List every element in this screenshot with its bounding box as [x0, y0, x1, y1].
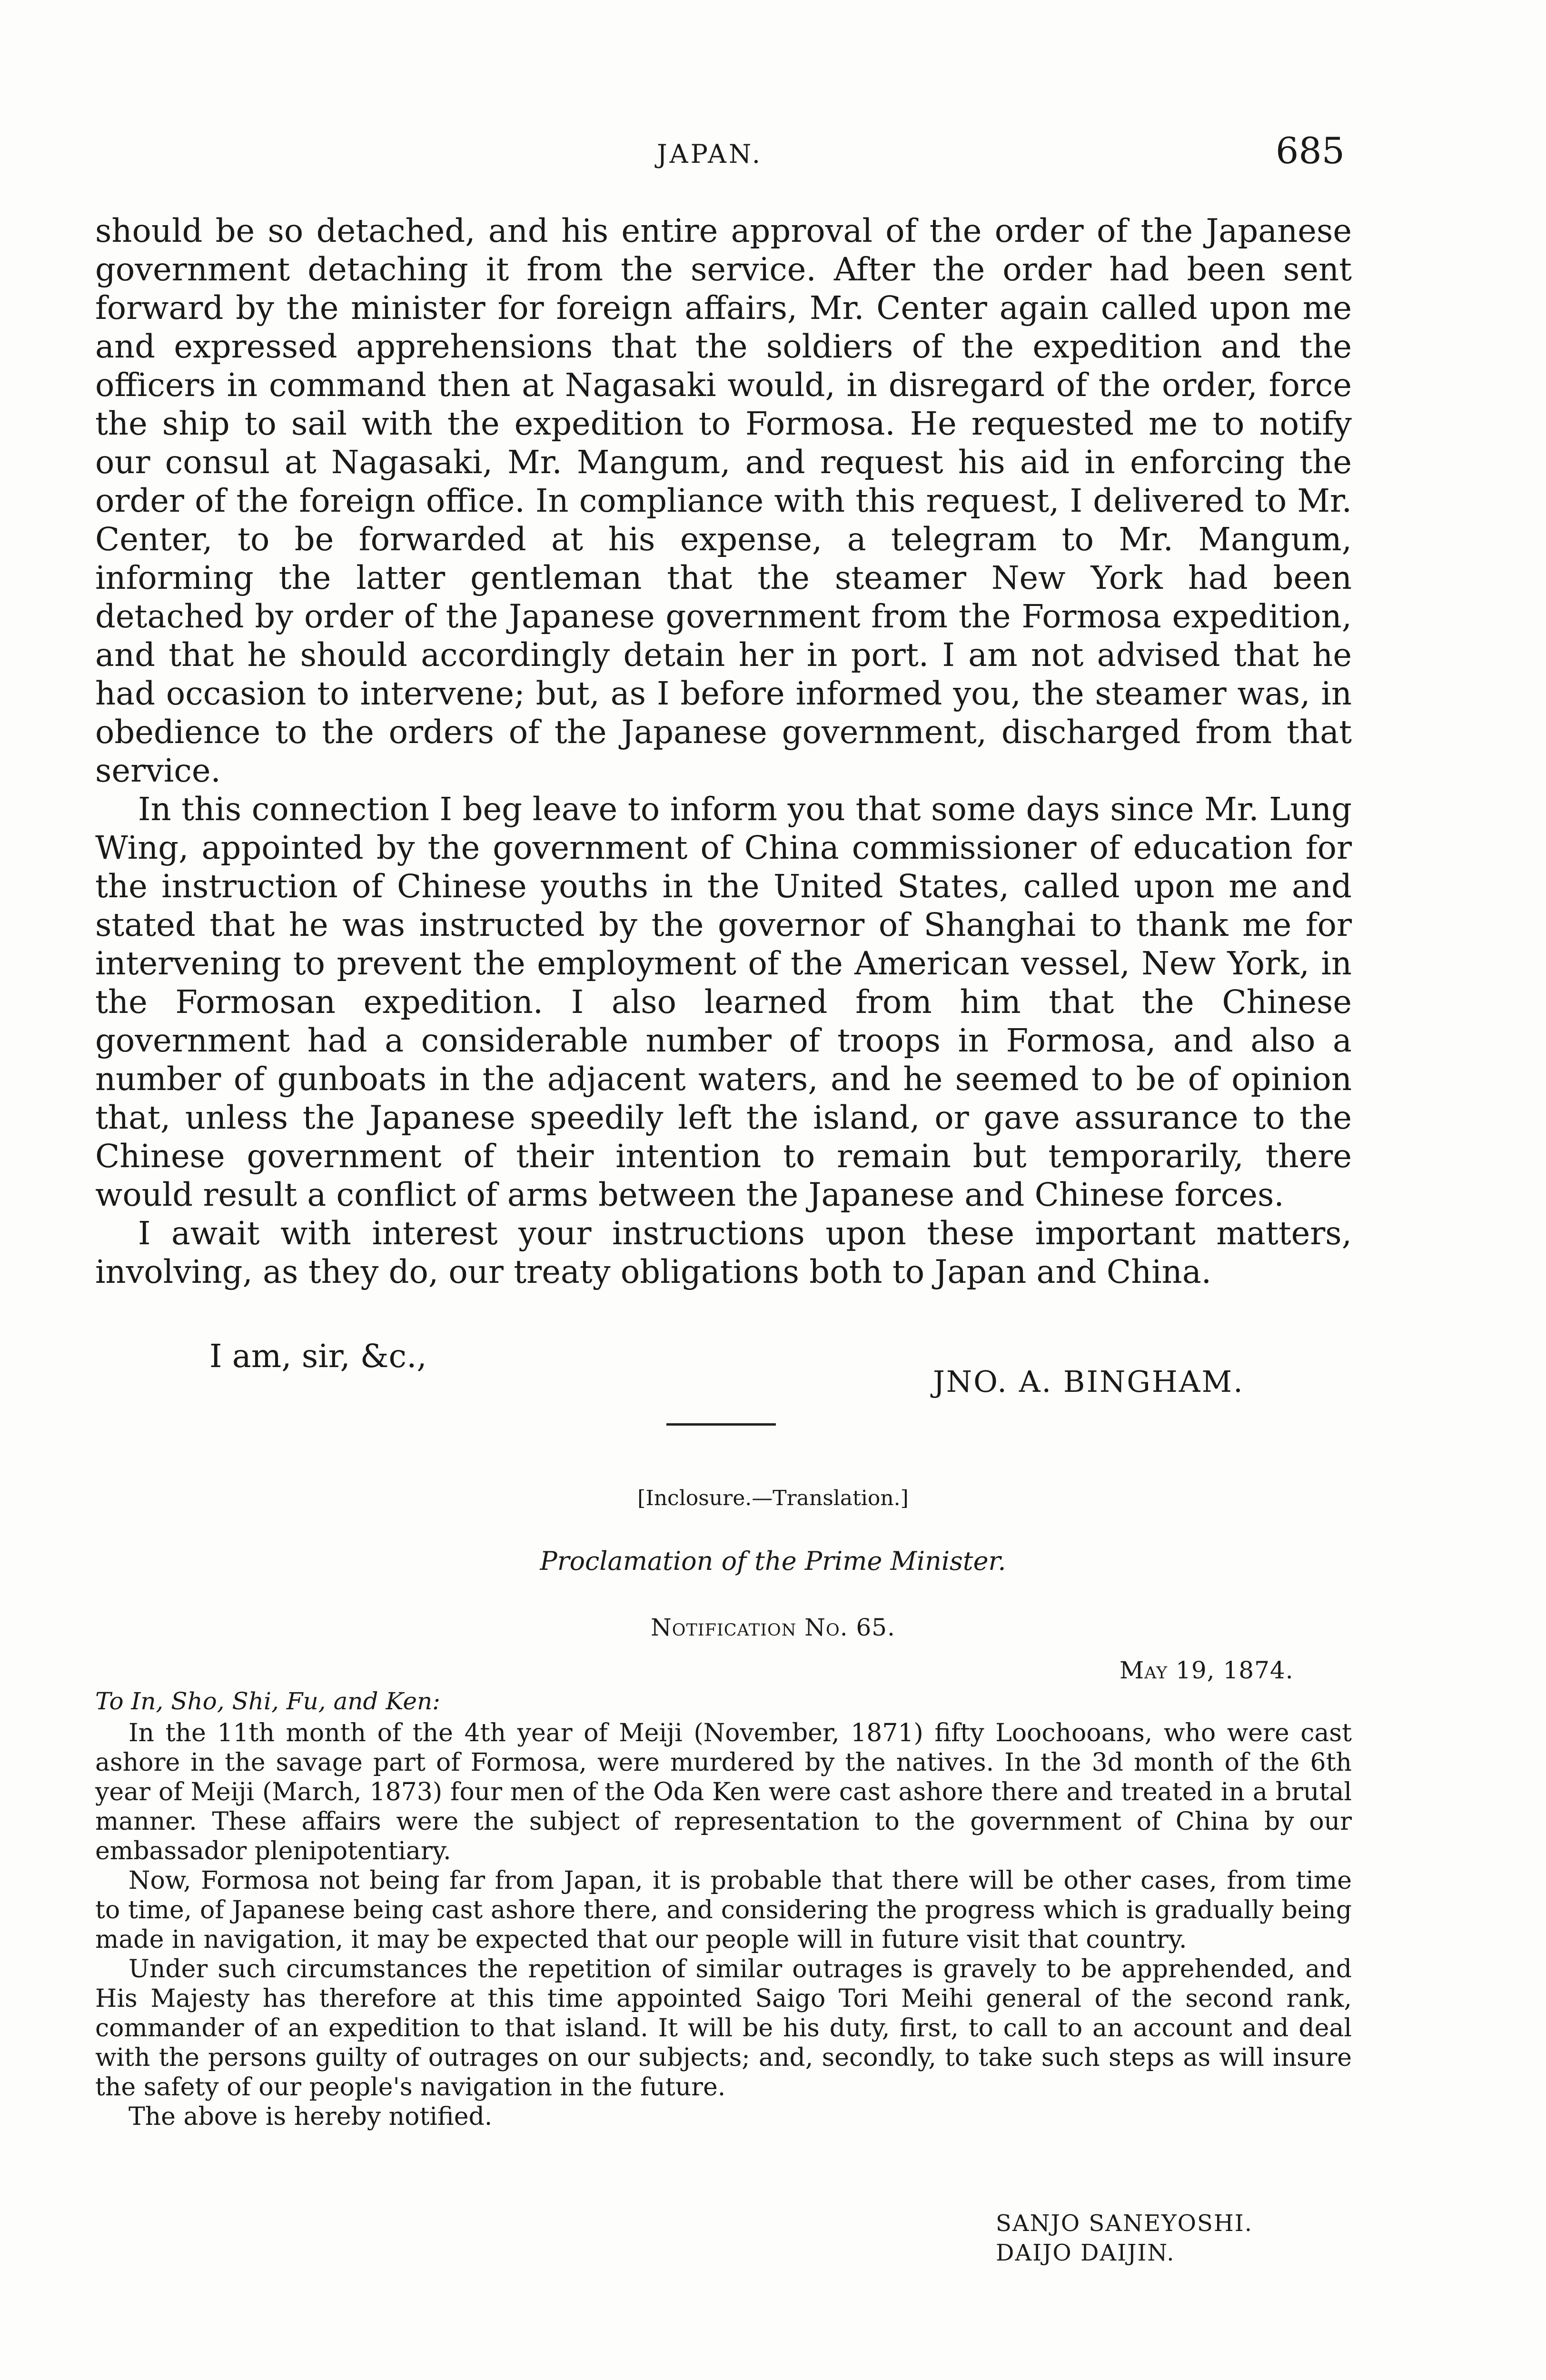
notification-number: Notification No. 65.: [651, 1614, 895, 1641]
proclamation-salutation: To In, Sho, Shi, Fu, and Ken:: [95, 1687, 441, 1715]
letter-closing: I am, sir, &c.,: [209, 1338, 427, 1375]
inclosure-label: [Inclosure.—Translation.]: [637, 1486, 909, 1510]
letter-paragraph: In this connection I beg leave to inform you that some days since Mr. Lung Wing, appointed by the government of China commissioner of education for the instruction of Chinese youths in the United States, called upon me and stated that he was instructed by the governor of Shanghai to thank me for intervening to prevent the employment of the American vessel, New York, in the Formosan expedition. I also learned from him that the Chinese government had a considerable number of troops in Formosa, and also a number of gunboats in the adjacent waters, and he seemed to be of opinion that, unless the Japanese speedily left the island, or gave assurance to the Chinese government of their intention to remain but temporarily, there would result a conflict of arms between the Japanese and Chinese forces.: [95, 791, 1352, 1213]
proclamation-paragraph: In the 11th month of the 4th year of Meiji (November, 1871) fifty Loochooans, who were cast ashore in the savage part of Formosa, were murdered by the natives. In the 3d month of the 6th year of Meiji (March, 1873) four men of the Oda Ken were cast ashore there and treated in a brutal manner. These affairs were the subject of representation to the government of China by our embassador plenipotentiary.: [95, 1719, 1352, 1865]
signature-line: SANJO SANEYOSHI.: [996, 2210, 1253, 2237]
letter-signer: JNO. A. BINGHAM.: [933, 1364, 1244, 1399]
proclamation-paragraph: Under such circumstances the repetition of similar outrages is gravely to be apprehended, and His Majesty has therefore at this time appointed Saigo Tori Meihi general of the second rank, commander of an expedition to that island. It will be his duty, first, to call to an account and deal with the persons guilty of outrages on our subjects; and, secondly, to take such steps as will insure the safety of our people's navigation in the future.: [95, 1955, 1352, 2102]
proclamation-signatures: [996, 2209, 1253, 2268]
proclamation-body: [95, 1718, 1352, 2132]
letter-body: [95, 212, 1352, 1291]
proclamation-date: May 19, 1874.: [1120, 1656, 1294, 1684]
signature-line: DAIJO DAIJIN.: [996, 2240, 1175, 2266]
proclamation-title: Proclamation of the Prime Minister.: [540, 1546, 1006, 1576]
letter-paragraph: should be so detached, and his entire approval of the order of the Japanese government detaching it from the service. After the order had been sent forward by the minister for foreign affairs, Mr. Center again called upon me and expressed apprehensions that the soldiers of the expedition and the officers in command then at Nagasaki would, in disregard of the order, force the ship to sail with the expedition to Formosa. He requested me to notify our consul at Nagasaki, Mr. Mangum, and request his aid in enforcing the order of the foreign office. In compliance with this request, I delivered to Mr. Center, to be forwarded at his expense, a telegram to Mr. Mangum, informing the latter gentleman that the steamer New York had been detached by order of the Japanese government from the Formosa expedition, and that he should accordingly detain her in port. I am not advised that he had occasion to intervene; but, as I before informed you, the steamer was, in obedience to the orders of the Japanese government, discharged from that service.: [95, 212, 1352, 789]
running-head: JAPAN.: [657, 139, 763, 169]
proclamation-paragraph: The above is hereby notified.: [129, 2102, 493, 2131]
page-number: 685: [1276, 129, 1345, 172]
letter-paragraph: I await with interest your instructions upon these important matters, involving, as they do, our treaty obligations both to Japan and China.: [95, 1215, 1352, 1290]
section-divider: [666, 1423, 776, 1426]
proclamation-paragraph: Now, Formosa not being far from Japan, it is probable that there will be other cases, from time to time, of Japanese being cast ashore there, and considering the progress which is gradually being made in navigation, it may be expected that our people will in future visit that country.: [95, 1866, 1352, 1954]
